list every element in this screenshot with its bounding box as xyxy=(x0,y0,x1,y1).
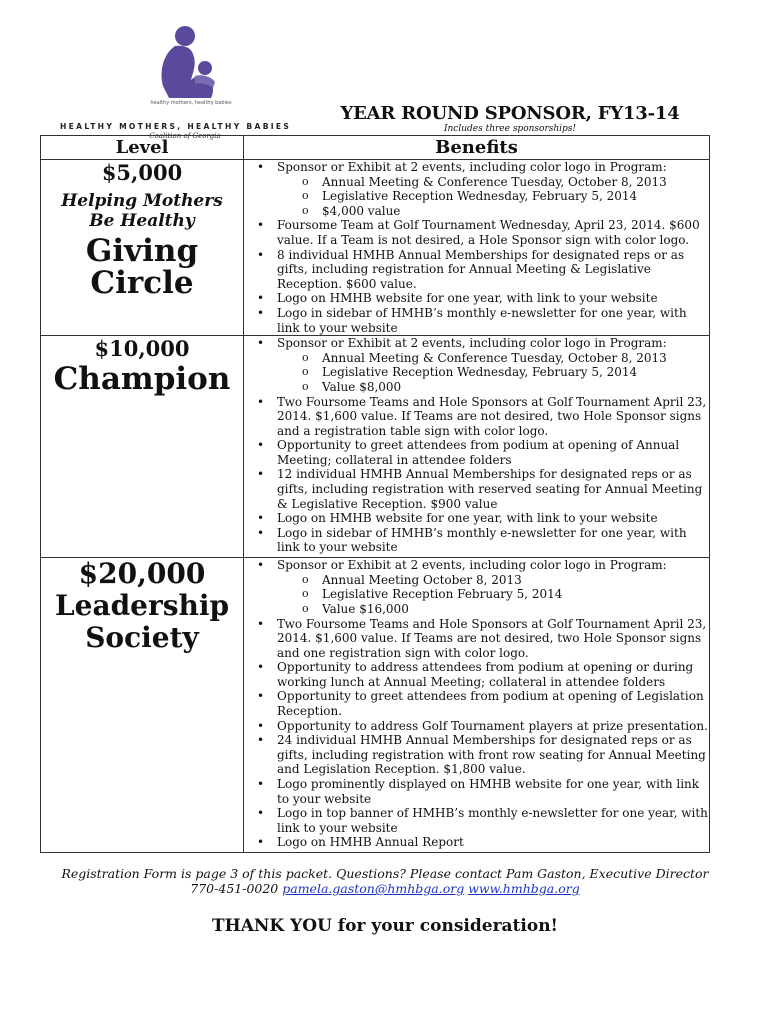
benefit-subitem: o Annual Meeting & Conference Tuesday, October 8, 2013 xyxy=(302,175,709,190)
benefit-subitem: o Legislative Reception February 5, 2014 xyxy=(302,587,709,602)
tier-benefits-cell xyxy=(244,336,710,558)
logo-tiny-text: healthy mothers, healthy babies xyxy=(150,100,232,106)
benefit-item: • Logo in sidebar of HMHB’s monthly e-newsletter for one year, with link to your website xyxy=(244,526,709,555)
benefit-item: • Two Foursome Teams and Hole Sponsors at Golf Tournament April 23, 2014. $1,600 value. If Teams are not desired, two Hole Sponsor signs and a registration table sign with color logo. xyxy=(244,395,709,439)
tier-benefits-cell xyxy=(244,160,710,336)
tier-level-cell xyxy=(41,336,244,558)
benefit-subitem: o Value $16,000 xyxy=(302,602,709,617)
benefit-subitem: o Annual Meeting October 8, 2013 xyxy=(302,573,709,588)
hmhb-logo xyxy=(60,24,310,140)
tier-amount: $5,000 xyxy=(101,160,183,185)
benefit-item: • 12 individual HMHB Annual Memberships for designated reps or as gifts, including registration with reserved seating for Annual Meeting & Legislative Reception. $900 value xyxy=(244,467,709,511)
contact-phone: 770-451-0020 xyxy=(190,881,279,896)
benefit-item: • 24 individual HMHB Annual Memberships for designated reps or as gifts, including registration with front row seating for Annual Meeting and Legislation Reception. $1,800 value. xyxy=(244,733,709,777)
benefits-column-header: Benefits xyxy=(244,136,710,160)
benefit-item: • Sponsor or Exhibit at 2 events, including color logo in Program: o Annual Meeting & Conference Tuesday, October 8, 2013 o Legislative Reception Wednesday, February 5, 2014 o $4,000 value xyxy=(244,160,709,218)
tier-name: Leadership xyxy=(54,589,230,623)
benefit-item: • Opportunity to address attendees from podium at opening or during working lunch at Annual Meeting; collateral in attendee folders xyxy=(244,660,709,689)
tier-name: Circle xyxy=(90,265,194,301)
level-column-header: Level xyxy=(41,136,244,160)
benefit-subitem: o Annual Meeting & Conference Tuesday, October 8, 2013 xyxy=(302,351,709,366)
tier-tagline: Helping Mothers xyxy=(61,191,223,211)
tier-amount: $10,000 xyxy=(94,336,190,362)
tier-tagline: Be Healthy xyxy=(89,211,195,231)
logo-brand-text: HEALTHY MOTHERS, HEALTHY BABIES xyxy=(60,122,292,131)
tier-benefits-cell xyxy=(244,558,710,853)
tier-row-5000 xyxy=(41,160,710,336)
benefit-item: • Sponsor or Exhibit at 2 events, including color logo in Program: o Annual Meeting October 8, 2013 o Legislative Reception February 5, 2014 o Value $16,000 xyxy=(244,558,709,616)
tier-row-10000 xyxy=(41,336,710,558)
contact-line xyxy=(40,881,730,896)
tier-name: Society xyxy=(85,621,199,655)
tier-amount: $20,000 xyxy=(78,557,206,591)
mother-baby-logo-icon xyxy=(145,24,235,102)
benefit-item: • Sponsor or Exhibit at 2 events, including color logo in Program: o Annual Meeting & Conference Tuesday, October 8, 2013 o Legislative Reception Wednesday, February 5, 2014 o Value $8,000 xyxy=(244,336,709,394)
benefit-item: • Logo on HMHB website for one year, with link to your website xyxy=(244,511,709,526)
tier-name: Giving xyxy=(85,233,199,269)
benefit-item: • Logo on HMHB website for one year, with link to your website xyxy=(244,291,709,306)
sponsorship-table xyxy=(40,135,710,853)
page-subtitle: Includes three sponsorships! xyxy=(443,124,577,134)
registration-note: Registration Form is page 3 of this packet. Questions? Please contact Pam Gaston, Executive Director xyxy=(61,866,709,881)
benefit-subitem: o Value $8,000 xyxy=(302,380,709,395)
tier-level-cell xyxy=(41,160,244,336)
benefit-item: • Opportunity to address Golf Tournament players at prize presentation. xyxy=(244,719,709,734)
tier-level-cell xyxy=(41,558,244,853)
thank-you-message: THANK YOU for your consideration! xyxy=(211,916,559,936)
benefit-item: • 8 individual HMHB Annual Memberships for designated reps or as gifts, including registration for Annual Meeting & Legislative Reception. $600 value. xyxy=(244,248,709,292)
benefit-subitem: o $4,000 value xyxy=(302,204,709,219)
table-header-row xyxy=(41,136,710,160)
benefit-item: • Logo in top banner of HMHB’s monthly e-newsletter for one year, with link to your website xyxy=(244,806,709,835)
benefit-item: • Opportunity to greet attendees from podium at opening of Legislation Reception. xyxy=(244,689,709,718)
tier-row-20000 xyxy=(41,558,710,853)
benefit-item: • Foursome Team at Golf Tournament Wednesday, April 23, 2014. $600 value. If a Team is not desired, a Hole Sponsor sign with color logo. xyxy=(244,218,709,247)
contact-email-link[interactable]: pamela.gaston@hmhbga.org xyxy=(282,881,465,896)
page-title: YEAR ROUND SPONSOR, FY13-14 xyxy=(340,103,680,124)
tier-name: Champion xyxy=(53,361,231,398)
benefit-item: • Logo on HMHB Annual Report xyxy=(244,835,709,850)
benefit-subitem: o Legislative Reception Wednesday, February 5, 2014 xyxy=(302,189,709,204)
benefit-item: • Logo prominently displayed on HMHB website for one year, with link to your website xyxy=(244,777,709,806)
website-link[interactable]: www.hmhbga.org xyxy=(468,881,580,896)
benefit-subitem: o Legislative Reception Wednesday, February 5, 2014 xyxy=(302,365,709,380)
benefit-item: • Opportunity to greet attendees from podium at opening of Annual Meeting; collateral in attendee folders xyxy=(244,438,709,467)
benefit-item: • Logo in sidebar of HMHB’s monthly e-newsletter for one year, with link to your website xyxy=(244,306,709,335)
benefit-item: • Two Foursome Teams and Hole Sponsors at Golf Tournament April 23, 2014. $1,600 value. If Teams are not desired, two Hole Sponsor signs and one registration sign with color logo. xyxy=(244,617,709,661)
logo-subtitle: Coalition of Georgia xyxy=(149,132,221,140)
